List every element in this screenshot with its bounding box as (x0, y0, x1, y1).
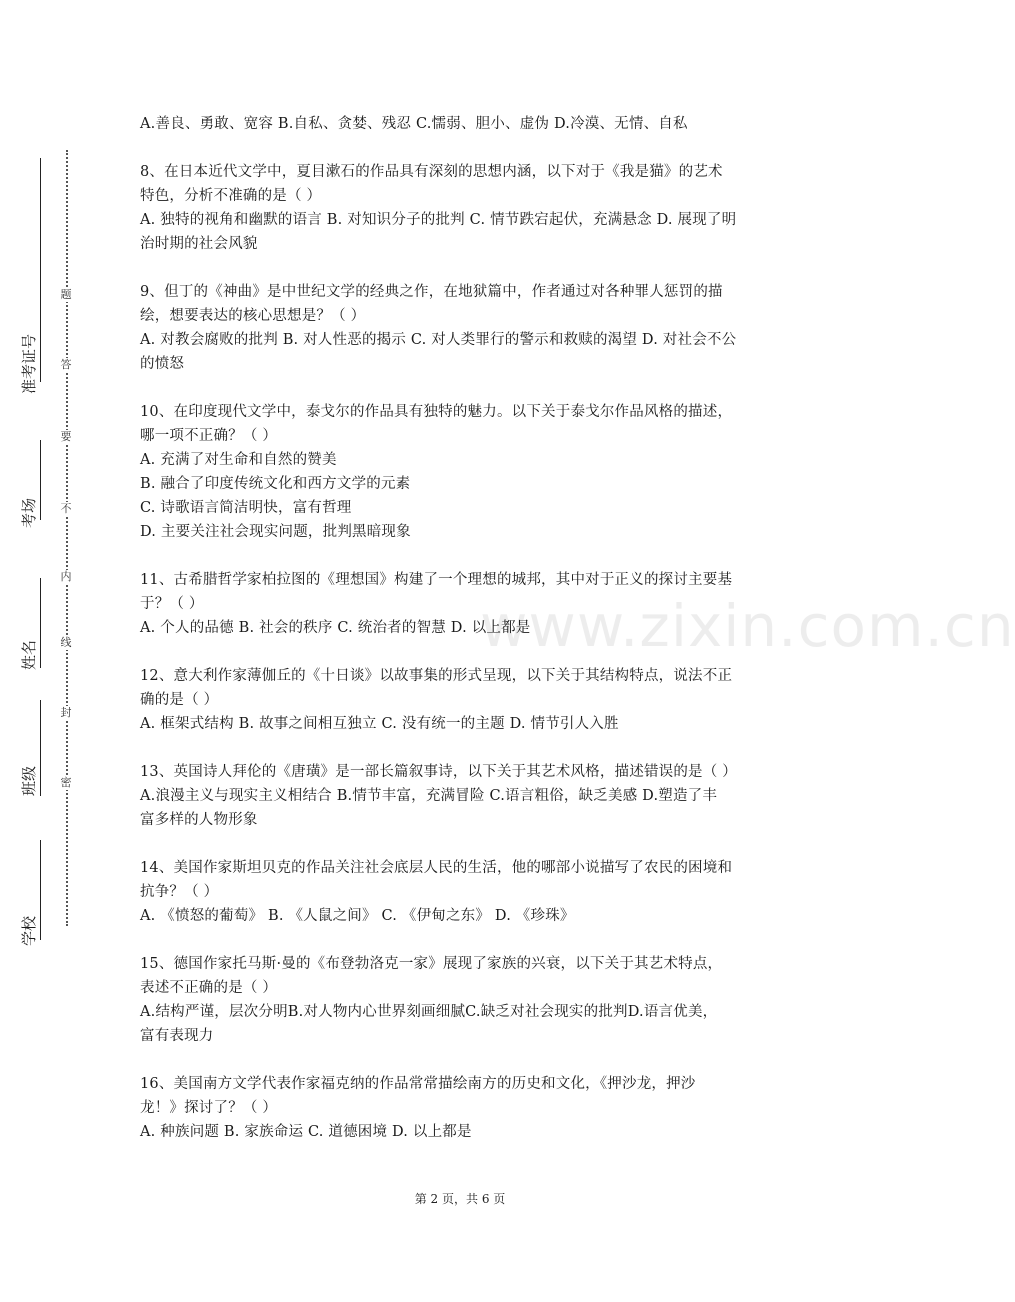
field-underline (40, 840, 41, 940)
question-7-options (140, 112, 790, 136)
field-label-school: 学校 (20, 915, 38, 946)
field-underline (40, 440, 41, 520)
question-line: 治时期的社会风貌 (140, 236, 258, 252)
watermark: www.zixin.com.cn (480, 592, 1015, 660)
question-line: A.善良、勇敢、宽容 B.自私、贪婪、残忍 C.懦弱、胆小、虚伪 D.冷漠、无情、自私 (140, 116, 688, 132)
question-9 (140, 280, 790, 376)
question-8 (140, 160, 790, 256)
question-line: A. 对教会腐败的批判 B. 对人性恶的揭示 C. 对人类罪行的警示和救赎的渴望 D. 对社会不公 (140, 332, 737, 348)
question-line: A. 框架式结构 B. 故事之间相互独立 C. 没有统一的主题 D. 情节引人入胜 (140, 716, 619, 732)
question-16 (140, 1072, 790, 1144)
question-line: A. 《愤怒的葡萄》 B. 《人鼠之间》 C. 《伊甸之东》 D. 《珍珠》 (140, 908, 575, 924)
question-line: C. 诗歌语言简洁明快，富有哲理 (140, 500, 352, 516)
question-10 (140, 400, 790, 544)
question-line: 的愤怒 (140, 356, 185, 372)
question-list (140, 112, 790, 1144)
question-line: 哪一项不正确？（ ） (140, 428, 278, 444)
question-line: 16、美国南方文学代表作家福克纳的作品常常描绘南方的历史和文化，《押沙龙，押沙 (140, 1076, 696, 1092)
question-line: D. 主要关注社会现实问题，批判黑暗现象 (140, 524, 411, 540)
question-line: 表述不正确的是（ ） (140, 980, 278, 996)
field-underline (40, 578, 41, 668)
question-line: 于？（ ） (140, 596, 204, 612)
question-line: 富多样的人物形象 (140, 812, 258, 828)
seal-char: 要 (58, 430, 74, 444)
seal-char: 内 (58, 570, 74, 584)
binding-margin (0, 0, 120, 1302)
seal-char: 封 (58, 706, 74, 720)
question-line: 13、英国诗人拜伦的《唐璜》是一部长篇叙事诗，以下关于其艺术风格，描述错误的是（ ） (140, 764, 737, 780)
question-line: A.浪漫主义与现实主义相结合 B.情节丰富，充满冒险 C.语言粗俗，缺乏美感 D.塑造了丰 (140, 788, 718, 804)
question-line: A. 独特的视角和幽默的语言 B. 对知识分子的批判 C. 情节跌宕起伏，充满悬念 D. 展现了明 (140, 212, 737, 228)
question-line: 12、意大利作家薄伽丘的《十日谈》以故事集的形式呈现，以下关于其结构特点，说法不正 (140, 668, 733, 684)
question-line: 特色，分析不准确的是（ ） (140, 188, 322, 204)
field-label-name: 姓名 (20, 639, 38, 670)
question-14 (140, 856, 790, 928)
question-line: 15、德国作家托马斯·曼的《布登勃洛克一家》展现了家族的兴衰，以下关于其艺术特点， (140, 956, 723, 972)
question-line: B. 融合了印度传统文化和西方文学的元素 (140, 476, 411, 492)
question-15 (140, 952, 790, 1048)
question-line: A. 充满了对生命和自然的赞美 (140, 452, 337, 468)
question-line: 8、在日本近代文学中，夏目漱石的作品具有深刻的思想内涵，以下对于《我是猫》的艺术 (140, 164, 723, 180)
seal-char: 线 (58, 636, 74, 650)
field-label-class: 班级 (20, 765, 38, 796)
field-underline (40, 158, 41, 382)
question-line: 9、但丁的《神曲》是中世纪文学的经典之作，在地狱篇中，作者通过对各种罪人惩罚的描 (140, 284, 723, 300)
question-line: A.结构严谨，层次分明B.对人物内心世界刻画细腻C.缺乏对社会现实的批判D.语言优美， (140, 1004, 718, 1020)
seal-char: 密 (58, 776, 74, 790)
question-line: 富有表现力 (140, 1028, 214, 1044)
question-line: 抗争？（ ） (140, 884, 219, 900)
question-line: 10、在印度现代文学中，泰戈尔的作品具有独特的魅力。以下关于泰戈尔作品风格的描述， (140, 404, 733, 420)
seal-char: 答 (58, 358, 74, 372)
field-label-exam-id: 准考证号 (20, 334, 38, 395)
seal-line (66, 150, 68, 926)
question-11 (140, 568, 790, 640)
question-line: 龙！》探讨了？（ ） (140, 1100, 278, 1116)
question-line: 11、古希腊哲学家柏拉图的《理想国》构建了一个理想的城邦，其中对于正义的探讨主要基 (140, 572, 733, 588)
seal-char: 题 (58, 288, 74, 302)
question-line: A. 个人的品德 B. 社会的秩序 C. 统治者的智慧 D. 以上都是 (140, 620, 531, 636)
seal-char: 不 (58, 502, 74, 516)
page-number: 第 2 页，共 6 页 (414, 1192, 506, 1206)
question-12 (140, 664, 790, 736)
question-line: 确的是（ ） (140, 692, 219, 708)
question-13 (140, 760, 790, 832)
field-underline (40, 700, 41, 796)
question-line: 绘，想要表达的核心思想是？（ ） (140, 308, 366, 324)
question-line: A. 种族问题 B. 家族命运 C. 道德困境 D. 以上都是 (140, 1124, 472, 1140)
question-line: 14、美国作家斯坦贝克的作品关注社会底层人民的生活，他的哪部小说描写了农民的困境和 (140, 860, 733, 876)
field-label-exam-room: 考场 (20, 497, 38, 528)
